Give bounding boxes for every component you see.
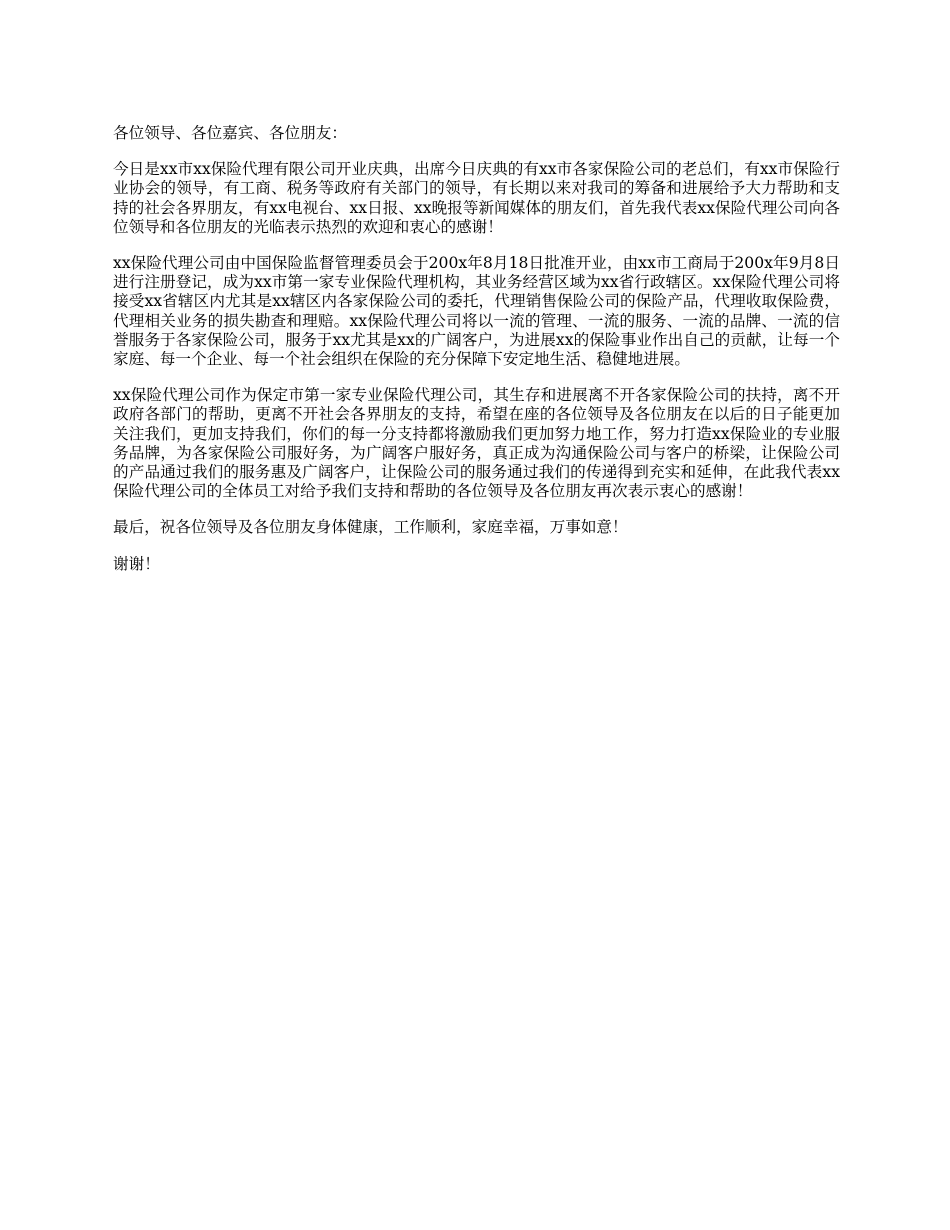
paragraph-closing-wishes: 最后，祝各位领导及各位朋友身体健康，工作顺利，家庭幸福，万事如意！ [113, 518, 628, 537]
salutation: 各位领导、各位嘉宾、各位朋友： [113, 124, 347, 142]
paragraph-thanks: 谢谢！ [113, 554, 160, 573]
paragraph-company-intro: xx保险代理公司由中国保险监督管理委员会于200x年8月18日批准开业，由xx市工商局于200x年9月8日进行注册登记，成为xx市第一家专业保险代理机构，其业务经营区域为xx省行政辖区。xx保险代理公司将接受xx省辖区内尤其是xx辖区内各家保险公司的委托，代理销售保险公司的保险产品，代理收取保险费，代理相关业务的损失勘查和理赔。xx保险代理公司将以一流的管理、一流的服务、一流的品牌、一流的信誉服务于各家保险公司，服务于xx尤其是xx的广阔客户，为进展xx的保险事业作出自己的贡献，让每一个家庭、每一个企业、每一个社会组织在保险的充分保障下安定地生活、稳健地进展。 [113, 254, 840, 369]
paragraph-opening: 今日是xx市xx保险代理有限公司开业庆典，出席今日庆典的有xx市各家保险公司的老总们，有xx市保险行业协会的领导，有工商、税务等政府有关部门的领导，有长期以来对我司的筹备和进展给予大力帮助和支持的社会各界朋友，有xx电视台、xx日报、xx晚报等新闻媒体的朋友们，首先我代表xx保险代理公司向各位领导和各位朋友的光临表示热烈的欢迎和衷心的感谢！ [113, 160, 840, 236]
paragraph-support-appeal: xx保险代理公司作为保定市第一家专业保险代理公司，其生存和进展离不开各家保险公司的扶持，离不开政府各部门的帮助，更离不开社会各界朋友的支持，希望在座的各位领导及各位朋友在以后的日子能更加关注我们，更加支持我们，你们的每一分支持都将激励我们更加努力地工作，努力打造xx保险业的专业服务品牌，为各家保险公司服好务，为广阔客户服好务，真正成为沟通保险公司与客户的桥梁，让保险公司的产品通过我们的服务惠及广阔客户，让保险公司的服务通过我们的传递得到充实和延伸，在此我代表xx保险代理公司的全体员工对给予我们支持和帮助的各位领导及各位朋友再次表示衷心的感谢！ [113, 386, 840, 501]
document-body [113, 124, 840, 591]
